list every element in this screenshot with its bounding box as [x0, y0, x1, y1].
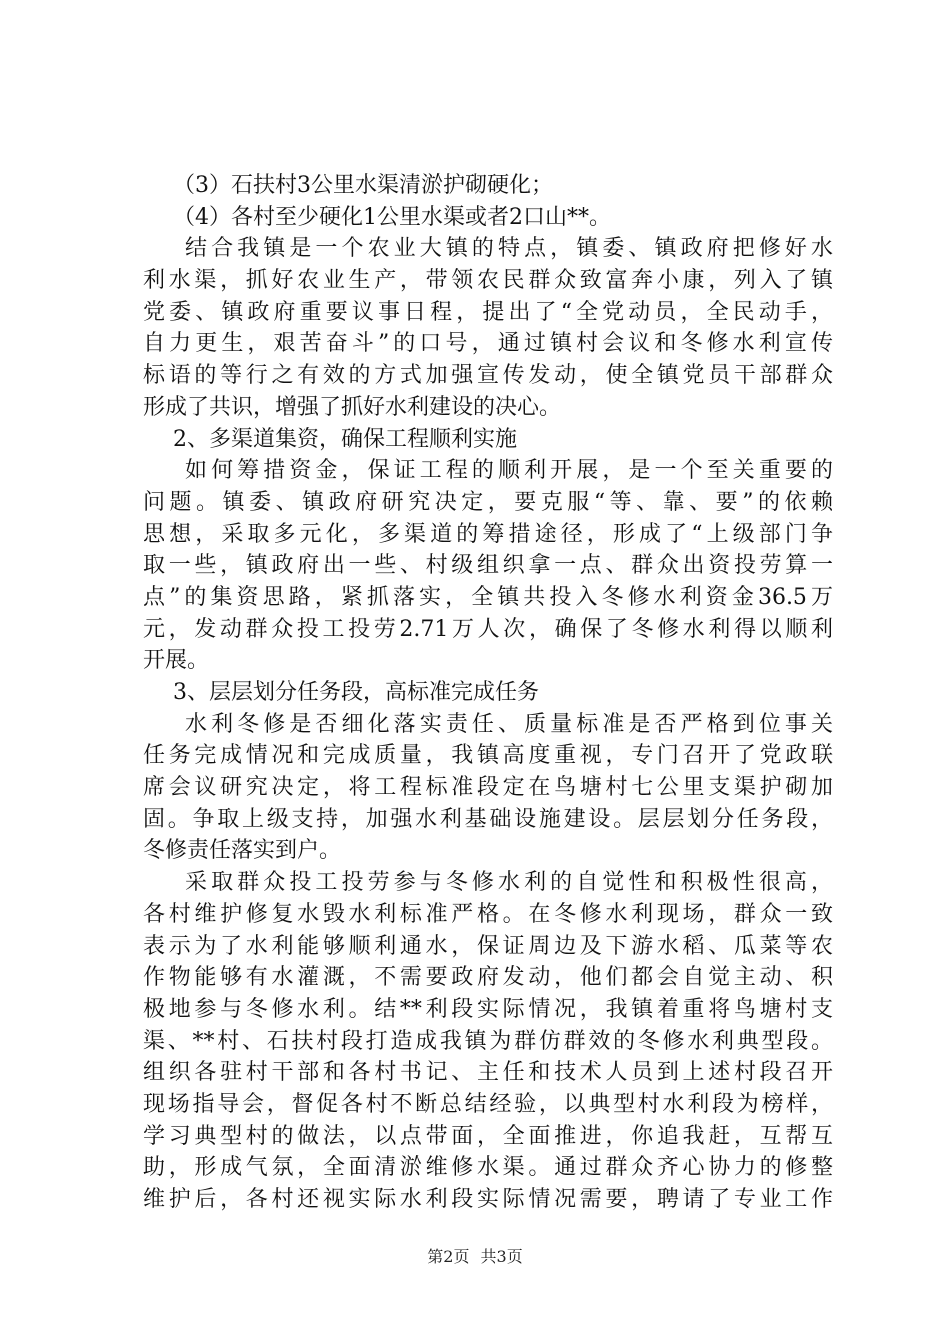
- text-line: 形成了共识，增强了抓好水利建设的决心。: [143, 394, 562, 420]
- text-line: 现场指导会，督促各村不断总结经验，以典型村水利段为榜样，: [143, 1091, 833, 1117]
- text-line: 党委、镇政府重要议事日程，提出了“全党动员，全民动手，: [143, 299, 833, 325]
- text-line: （3）石扶村3公里水渠清淤护砌硬化；: [173, 173, 553, 198]
- text-line: （4）各村至少硬化1公里水渠或者2口山**。: [173, 204, 611, 230]
- text-line: 问题。镇委、镇政府研究决定，要克服“等、靠、要”的依赖: [143, 489, 833, 515]
- text-line: 结合我镇是一个农业大镇的特点，镇委、镇政府把修好水: [185, 236, 833, 262]
- text-line: 渠、**村、石扶村段打造成我镇为群仿群效的冬修水利典型段。: [143, 1028, 833, 1054]
- text-line: 助，形成气氛，全面清淤维修水渠。通过群众齐心协力的修整: [143, 1155, 833, 1181]
- text-line: 极地参与冬修水利。结**利段实际情况，我镇着重将鸟塘村支: [143, 996, 833, 1022]
- text-line: 组织各驻村干部和各村书记、主任和技术人员到上述村段召开: [143, 1060, 833, 1086]
- text-line: 元，发动群众投工投劳2.71万人次，确保了冬修水利得以顺利: [143, 616, 833, 642]
- text-line: 固。争取上级支持，加强水利基础设施建设。层层划分任务段，: [143, 806, 833, 832]
- text-line: 席会议研究决定，将工程标准段定在鸟塘村七公里支渠护砌加: [143, 775, 833, 801]
- document-body: [143, 170, 833, 1216]
- text-line: 如何筹措资金，保证工程的顺利开展，是一个至关重要的: [185, 458, 833, 484]
- text-line: 利水渠，抓好农业生产，带领农民群众致富奔小康，列入了镇: [143, 268, 833, 294]
- text-line: 3、层层划分任务段，高标准完成任务: [173, 680, 539, 705]
- text-line: 表示为了水利能够顺利通水，保证周边及下游水稻、瓜菜等农: [143, 933, 833, 959]
- page-number: 第2页: [427, 1247, 470, 1266]
- text-line: 开展。: [143, 648, 210, 674]
- text-line: 标语的等行之有效的方式加强宣传发动，使全镇党员干部群众: [143, 363, 833, 389]
- text-line: 2、多渠道集资，确保工程顺利实施: [173, 426, 517, 452]
- text-line: 采取群众投工投劳参与冬修水利的自觉性和积极性很高，: [185, 870, 833, 896]
- text-line: 思想，采取多元化，多渠道的筹措途径，形成了“上级部门争: [143, 521, 833, 547]
- text-line: 取一些，镇政府出一些、村级组织拿一点、群众出资投劳算一: [143, 553, 833, 579]
- text-line: 维护后，各村还视实际水利段实际情况需要，聘请了专业工作: [143, 1187, 833, 1212]
- text-line: 水利冬修是否细化落实责任、质量标准是否严格到位事关: [185, 711, 833, 737]
- text-line: 冬修责任落实到户。: [143, 838, 342, 864]
- page-footer: [0, 1244, 950, 1267]
- page-total: 共3页: [480, 1247, 523, 1266]
- text-line: 任务完成情况和完成质量，我镇高度重视，专门召开了党政联: [143, 743, 833, 769]
- text-line: 各村维护修复水毁水利标准严格。在冬修水利现场，群众一致: [143, 901, 833, 927]
- text-line: 学习典型村的做法，以点带面，全面推进，你追我赶，互帮互: [143, 1123, 833, 1149]
- text-line: 作物能够有水灌溉，不需要政府发动，他们都会自觉主动、积: [143, 965, 833, 991]
- text-line: 点”的集资思路，紧抓落实，全镇共投入冬修水利资金36.5万: [143, 584, 833, 610]
- text-line: 自力更生，艰苦奋斗”的口号，通过镇村会议和冬修水利宣传: [143, 331, 833, 357]
